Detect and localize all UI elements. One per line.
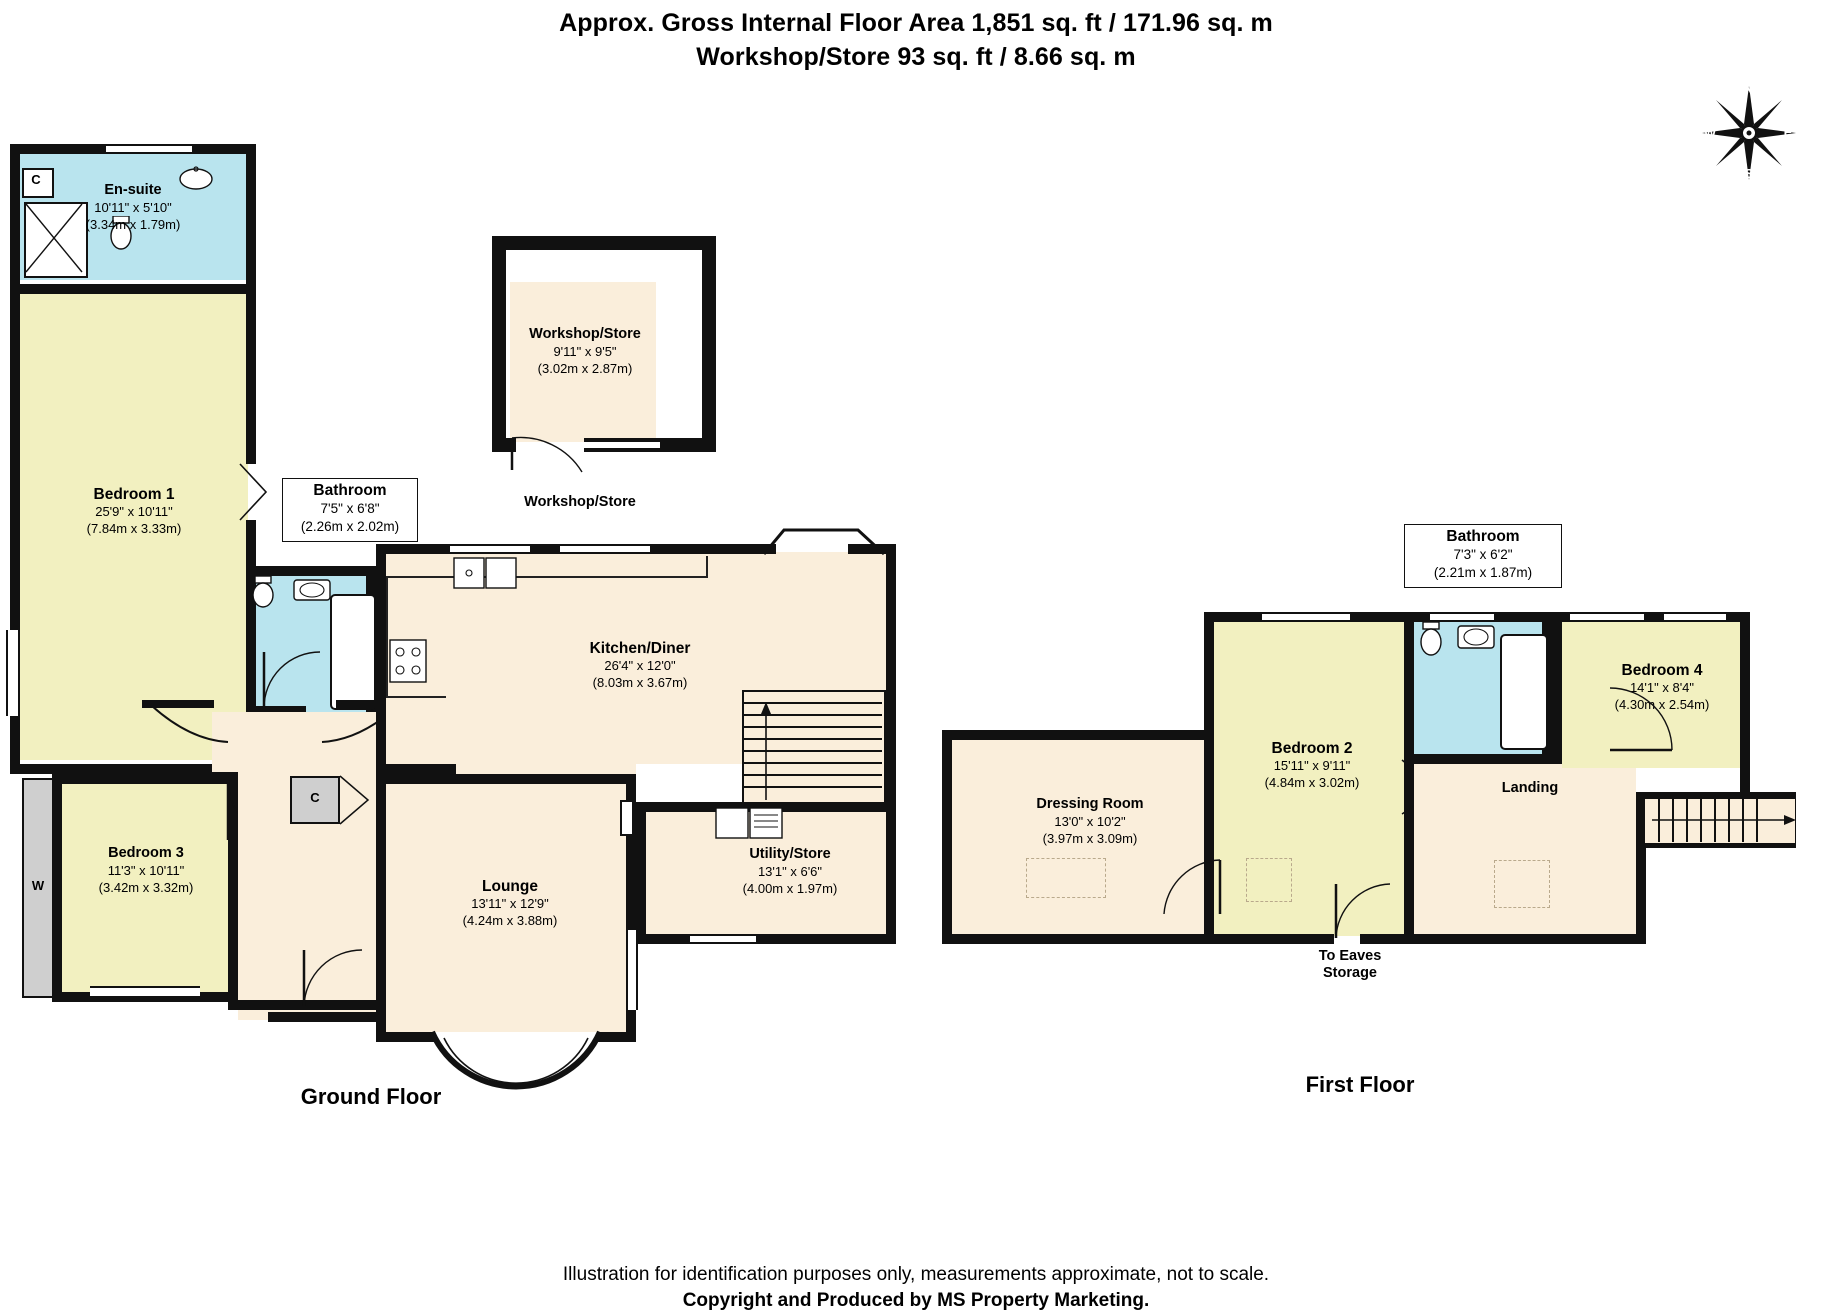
room-dim-m: (4.24m x 3.88m) xyxy=(462,913,558,928)
header-line-2: Workshop/Store 93 sq. ft / 8.66 sq. m xyxy=(696,43,1136,71)
door-swing-workshop xyxy=(508,436,588,476)
room-name: En-suite xyxy=(104,182,162,198)
compass-rose xyxy=(1700,84,1798,182)
room-name: Bedroom 2 xyxy=(1271,740,1353,757)
room-name: Kitchen/Diner xyxy=(589,640,691,657)
room-label-landing xyxy=(1460,780,1600,797)
room-name: Dressing Room xyxy=(1036,796,1144,812)
wall xyxy=(142,700,214,708)
door-swing-entry xyxy=(300,946,368,1010)
eaves-dash-landing xyxy=(1494,860,1550,908)
room-name: Bedroom 1 xyxy=(93,486,175,503)
footer-line-2: Copyright and Produced by MS Property Marketing. xyxy=(682,1290,1150,1311)
eaves-line-1: To Eaves xyxy=(1318,948,1382,964)
room-dim-ft: 13'11" x 12'9" xyxy=(471,896,549,911)
window xyxy=(626,930,638,1010)
room-label-bedroom3 xyxy=(66,845,226,896)
page-title xyxy=(0,6,1832,74)
room-dim-ft: 7'3" x 6'2" xyxy=(1453,547,1513,562)
wall xyxy=(246,294,256,464)
room-label-bedroom1 xyxy=(34,486,234,537)
room-name: Bedroom 4 xyxy=(1621,662,1703,679)
room-dim-ft: 14'1" x 8'4" xyxy=(1629,680,1695,695)
stair-direction-arrow xyxy=(1648,806,1798,834)
wall xyxy=(636,934,896,944)
room-dim-m: (2.21m x 1.87m) xyxy=(1433,565,1533,580)
room-label-kitchen xyxy=(520,640,760,691)
room-name: Lounge xyxy=(482,878,538,895)
wall xyxy=(702,236,716,452)
room-name: Bathroom xyxy=(313,482,387,499)
bath-fixture xyxy=(1500,634,1548,750)
window xyxy=(690,934,756,944)
callout-bathroom-first xyxy=(1404,524,1562,588)
room-dim-m: (8.03m x 3.67m) xyxy=(592,675,688,690)
eaves-dash-left xyxy=(1026,858,1106,898)
room-dim-ft: 10'11" x 5'10" xyxy=(94,200,172,215)
room-dim-m: (3.97m x 3.09m) xyxy=(1042,831,1138,846)
compass-south-label: S xyxy=(1744,166,1754,181)
cupboard-label: C xyxy=(31,172,41,187)
room-dim-ft: 13'0" x 10'2" xyxy=(1054,814,1126,829)
wall xyxy=(246,566,376,576)
door-swing-dressing xyxy=(1160,856,1224,918)
worktop-edge xyxy=(706,556,708,578)
wall xyxy=(886,544,896,944)
room-dim-m: (4.00m x 1.97m) xyxy=(742,881,838,896)
window xyxy=(1664,612,1726,622)
toilet-icon xyxy=(250,576,276,614)
workshop-caption: Workshop/Store xyxy=(524,494,636,510)
room-dim-m: (3.42m x 3.32m) xyxy=(98,880,194,895)
room-dim-m: (3.34m x 1.79m) xyxy=(85,217,181,232)
wall xyxy=(376,544,386,764)
room-dim-ft: 7'5" x 6'8" xyxy=(320,501,380,516)
eaves-line-2: Storage xyxy=(1323,965,1377,981)
room-dim-ft: 26'4" x 12'0" xyxy=(604,658,676,673)
stair-direction-arrow xyxy=(752,700,780,804)
ground-floor-caption: Ground Floor xyxy=(300,1084,442,1109)
cupboard-label: C xyxy=(310,790,320,805)
wall xyxy=(246,144,256,294)
appliance-icon xyxy=(714,806,786,842)
sink-icon xyxy=(452,556,520,592)
room-dim-m: (7.84m x 3.33m) xyxy=(86,521,182,536)
wall xyxy=(268,1012,378,1022)
wall xyxy=(942,730,1214,740)
room-dim-ft: 11'3" x 10'11" xyxy=(107,863,185,878)
callout-bathroom-ground xyxy=(282,478,418,542)
room-dim-ft: 13'1" x 6'6" xyxy=(757,864,823,879)
room-dim-m: (4.30m x 2.54m) xyxy=(1614,697,1710,712)
wall xyxy=(10,284,160,294)
room-dim-ft: 9'11" x 9'5" xyxy=(553,344,617,359)
wall xyxy=(52,774,238,784)
first-floor-caption: First Floor xyxy=(1305,1072,1415,1097)
eaves-dash-bedroom2 xyxy=(1246,858,1292,902)
wall xyxy=(636,802,646,944)
compass-north-label: N xyxy=(1744,82,1754,97)
room-dim-ft: 15'11" x 9'11" xyxy=(1273,758,1351,773)
room-dim-m: (2.26m x 2.02m) xyxy=(300,519,400,534)
eaves-storage-note xyxy=(1270,948,1430,982)
basin-icon xyxy=(1456,622,1496,650)
wall xyxy=(1414,934,1644,944)
window xyxy=(1262,612,1350,622)
room-name: Bathroom xyxy=(1446,528,1520,545)
toilet-icon xyxy=(1418,622,1444,662)
compass-east-label: E xyxy=(1783,125,1793,140)
window xyxy=(90,986,200,998)
window xyxy=(1570,612,1644,622)
wall xyxy=(10,144,20,294)
room-name: Bedroom 3 xyxy=(108,845,184,861)
window xyxy=(450,544,530,554)
room-name: Workshop/Store xyxy=(529,326,641,342)
room-label-workshop xyxy=(500,326,670,377)
wall xyxy=(492,236,716,250)
door-swing-bedroom2 xyxy=(1332,880,1394,942)
bay-detail xyxy=(762,528,898,560)
window xyxy=(620,800,634,836)
wall xyxy=(376,774,636,784)
wall xyxy=(160,284,256,294)
room-label-dressing xyxy=(1000,796,1180,847)
room-label-en-suite xyxy=(48,182,218,233)
compass-west-label: W xyxy=(1703,125,1717,140)
worktop-edge xyxy=(386,576,706,578)
basin-icon xyxy=(292,576,332,602)
room-label-bedroom2 xyxy=(1222,740,1402,791)
window xyxy=(1430,612,1494,622)
wall xyxy=(942,934,1214,944)
room-name: Utility/Store xyxy=(749,846,831,862)
window xyxy=(6,630,20,716)
room-name: Landing xyxy=(1501,780,1559,796)
wall xyxy=(1404,754,1552,764)
wall xyxy=(376,764,456,774)
wall xyxy=(1404,612,1414,762)
hob-icon xyxy=(388,638,428,684)
door-swing-bedroom1 xyxy=(236,462,278,524)
window xyxy=(584,440,660,450)
footer-line-1: Illustration for identification purposes only, measurements approximate, not to scale. xyxy=(562,1264,1270,1285)
window-label: W xyxy=(31,878,45,893)
window xyxy=(560,544,650,554)
footer-disclaimer xyxy=(0,1262,1832,1314)
header-line-1: Approx. Gross Internal Floor Area 1,851 sq. ft / 171.96 sq. m xyxy=(559,9,1273,37)
room-dim-m: (3.02m x 2.87m) xyxy=(537,361,633,376)
room-label-utility xyxy=(700,846,880,897)
wall xyxy=(376,774,386,1042)
wall xyxy=(1552,612,1562,764)
wall xyxy=(1214,934,1334,944)
worktop-edge xyxy=(386,696,446,698)
room-dim-m: (4.84m x 3.02m) xyxy=(1264,775,1360,790)
bath-fixture xyxy=(330,594,376,710)
door-swing-bedroom4 xyxy=(1606,684,1676,754)
wall xyxy=(942,730,952,944)
window xyxy=(106,144,192,154)
room-label-lounge xyxy=(410,878,610,929)
room-dim-ft: 25'9" x 10'11" xyxy=(95,504,173,519)
door-swing-cupboard-hall xyxy=(338,772,372,828)
